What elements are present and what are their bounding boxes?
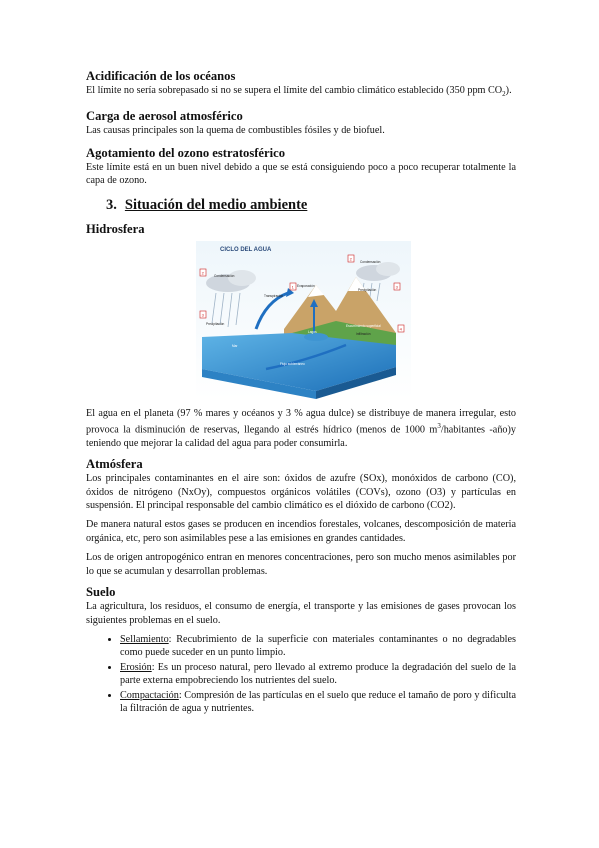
svg-text:2: 2: [201, 270, 204, 276]
section-title: Carga de aerosol atmosférico: [86, 109, 243, 124]
section-title: Acidificación de los océanos: [86, 69, 236, 83]
list-item: • Sellamiento: Recubrimiento de la superficie con materiales contaminantes o no degradables como puede suceder en un punto limpio.: [120, 633, 516, 660]
list-item: • Compactación: Compresión de las partículas en el suelo que reduce el tamaño de poro y dificulta la filtración de agua y nutrientes.: [120, 689, 516, 716]
atmosfera-paragraph-2: De manera natural estos gases se producen en incendios forestales, volcanes, descomposición de materia orgánica, etc, pero son asimilables pese a las emisiones en grandes cantidades.: [86, 519, 516, 544]
section-title-atmosfera: Atmósfera: [86, 457, 143, 472]
document-page: [86, 68, 516, 716]
water-cycle-illustration: [196, 241, 411, 399]
svg-text:2: 2: [349, 256, 352, 262]
list-item: • Erosión: Es un proceso natural, pero llevado al extremo produce la degradación del suelo de la parte externa empobreciendo los nutrientes del suelo.: [120, 661, 516, 688]
svg-text:Precipitación: Precipitación: [206, 321, 225, 326]
section-body: Las causas principales son la quema de combustibles fósiles y de biofuel.: [86, 125, 385, 137]
svg-text:3: 3: [395, 284, 398, 290]
svg-text:Escurrimiento superficial: Escurrimiento superficial: [346, 323, 381, 328]
section-aerosol: [86, 108, 516, 137]
svg-text:3: 3: [201, 312, 204, 318]
suelo-problem-list: [86, 633, 516, 715]
heading-situacion: 3. Situación del medio ambiente: [106, 196, 308, 213]
hidrosfera-body: El agua en el planeta (97 % mares y océanos y 3 % agua dulce) se distribuye de manera irregular, esto provoca la disminución de reservas, llegando al estrés hídrico (menos de 1000 $m^3$/habitantes -año)y teniendo que mejorar la calidad del agua para poder consumirla.: [86, 407, 516, 449]
water-cycle-figure: [196, 241, 411, 399]
section-title-suelo: Suelo: [86, 585, 116, 600]
svg-text:Precipitación: Precipitación: [358, 287, 377, 292]
suelo-intro: La agricultura, los residuos, el consumo de energía, el transporte y las emisiones de gases provocan los siguientes problemas en el suelo.: [86, 601, 516, 626]
svg-text:Condensación: Condensación: [214, 273, 235, 278]
svg-text:Lagos: Lagos: [308, 329, 317, 334]
svg-text:Evaporación: Evaporación: [297, 283, 315, 288]
section-ozono: [86, 145, 516, 188]
section-body: Este límite está en un buen nivel debido a que se está consiguiendo poco a poco recuperar totalmente la capa de ozono.: [86, 161, 516, 187]
svg-text:Condensación: Condensación: [360, 259, 381, 264]
svg-text:Flujo subterráneo: Flujo subterráneo: [280, 361, 305, 366]
atmosfera-paragraph-3: Los de origen antropogénico entran en menores concentraciones, pero son mucho menos asimilables por lo que se acumulan y desarrollan problemas.: [86, 552, 516, 577]
svg-text:4: 4: [399, 326, 402, 332]
section-acidificacion: [86, 68, 516, 101]
atmosfera-paragraph-1: Los principales contaminantes en el aire son: óxidos de azufre (SOx), monóxidos de carbono (CO), óxidos de nitrógeno (NxOy), compuestos orgánicos volátiles (COVs), ozono (O3) y partículas en suspensión. El principal responsable del cambio climático es el dióxido de carbono (CO2).: [86, 473, 516, 512]
svg-text:Infiltración: Infiltración: [356, 331, 371, 336]
svg-text:1: 1: [291, 284, 294, 290]
section-title-hidrosfera: Hidrosfera: [86, 221, 145, 236]
section-title: Agotamiento del ozono estratosférico: [86, 145, 285, 160]
section-body: El límite no sería sobrepasado si no se supera el límite del cambio climático establecido (350 ppm $CO_2$).: [86, 85, 512, 99]
svg-text:Mar: Mar: [232, 343, 238, 348]
svg-text:Transpiración: Transpiración: [264, 293, 284, 298]
figure-title: CICLO DEL AGUA: [220, 246, 272, 253]
